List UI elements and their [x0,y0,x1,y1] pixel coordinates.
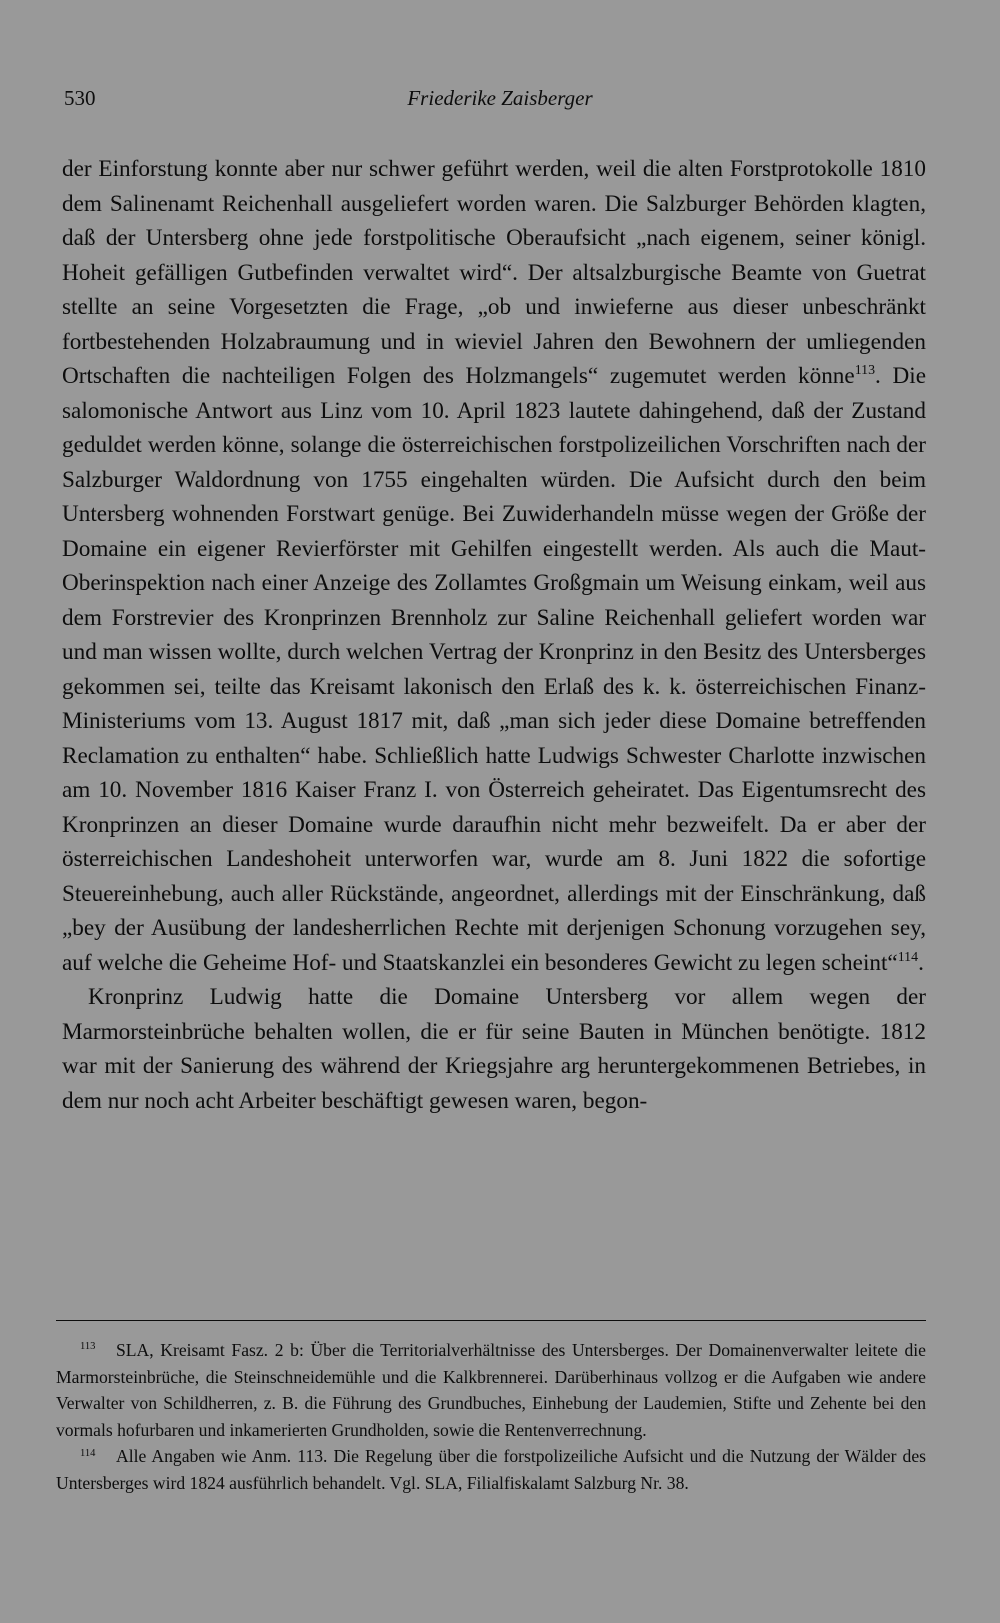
footnote-text: Alle Angaben wie Anm. 113. Die Regelung über die forstpolizeiliche Aufsicht und die Nutzung der Wälder des Untersberges wird 1824 ausführlich behandelt. Vgl. SLA, Filialfiskalamt Salzburg Nr. 38. [56,1446,926,1493]
page-number: 530 [64,86,96,110]
footnote-divider [56,1320,926,1321]
running-head [64,86,936,116]
paragraph-text: der Einforstung konnte aber nur schwer geführt werden, weil die alten Forstprotokolle 1810 dem Salinenamt Reichenhall ausgeliefert worden waren. Die Salzburger Behörden klagten, daß der Untersberg ohne jede forstpolitische Oberaufsicht „nach eigenem, seiner königl. Hoheit gefälligen Gutbefinden verwaltet wird“. Der altsalzburgische Beamte von Guetrat stellte an seine Vorgesetzten die Frage, „ob und inwieferne aus dieser unbeschränkt fortbestehenden Holzabraumung und in wieviel Jahren den Bewohnern der umliegenden Ortschaften die nachteiligen Folgen des Holzmangels“ zugemutet werden könne [62,156,926,389]
footnote-reference: 113 [854,362,876,378]
footnotes [56,1337,926,1497]
footnote-text: SLA, Kreisamt Fasz. 2 b: Über die Territorialverhältnisse des Untersberges. Der Domainenverwalter leitete die Marmorsteinbrüche, die Steinschneidemühle und die Kalkbrennerei. Darüberhinaus vollzog er die Aufgaben wie andere Verwalter von Schildherren, z. B. die Führung des Grundbuches, Einhebung der Laudemien, Stifte und Zehente bei den vormals hofurbaren und inkamerierten Grundholden, sowie die Rentenverrechnung. [56,1340,926,1440]
body-text [62,152,926,1118]
paragraph [62,152,926,980]
paragraph-text: . Die salomonische Antwort aus Linz vom 10. April 1823 lautete dahingehend, daß der Zustand geduldet werden könne, solange die österreichischen forstpolizeilichen Vorschriften nach der Salzburger Waldordnung von 1755 eingehalten würden. Die Aufsicht durch den beim Untersberg wohnenden Forstwart genüge. Bei Zuwiderhandeln müsse wegen der Größe der Domaine ein eigener Revierförster mit Gehilfen eingestellt werden. Als auch die Maut-Oberinspektion nach einer Anzeige des Zollamtes Großgmain um Weisung einkam, weil aus dem Forstrevier des Kronprinzen Brennholz zur Saline Reichenhall geliefert worden war und man wissen wollte, durch welchen Vertrag der Kronprinz in den Besitz des Untersberges gekommen sei, teilte das Kreisamt lakonisch den Erlaß des k. k. österreichischen Finanz-Ministeriums vom 13. August 1817 mit, daß „man sich jeder diese Domaine betreffenden Reclamation zu enthalten“ habe. Schließlich hatte Ludwigs Schwester Charlotte inzwischen am 10. November 1816 Kaiser Franz I. von Österreich geheiratet. Das Eigentumsrecht des Kronprinzen an dieser Domaine wurde daraufhin nicht mehr bezweifelt. Da er aber der österreichischen Landeshoheit unterworfen war, wurde am 8. Juni 1822 die sofortige Steuereinhebung, auch aller Rückstände, angeordnet, allerdings mit der Einschränkung, daß „bey der Ausübung der landesherrlichen Rechte mit derjenigen Schonung vorzugehen sey, auf welche die Geheime Hof- und Staatskanzlei ein besonderes Gewicht zu legen scheint“ [62,363,926,976]
paragraph-text: Kronprinz Ludwig hatte die Domaine Untersberg vor allem wegen der Marmorsteinbrüche behalten wollen, die er für seine Bauten in München benötigte. 1812 war mit der Sanierung des während der Kriegsjahre arg heruntergekommenen Betriebes, in dem nur noch acht Arbeiter beschäftigt gewesen waren, begon- [62,984,926,1114]
paragraph [62,980,926,1118]
paragraph-text: . [918,949,924,976]
running-title-author: Friederike Zaisberger [407,86,593,110]
footnote-114: $^{114}$ Alle Angaben wie Anm. 113. Die Regelung über die forstpolizeiliche Aufsicht und die Nutzung der Wälder des Untersberges wird 1824 ausführlich behandelt. Vgl. SLA, Filialfiskalamt Salzburg Nr. 38. [56,1446,926,1493]
footnote-113: $^{113}$ SLA, Kreisamt Fasz. 2 b: Über die Territorialverhältnisse des Untersberges. Der Domainenverwalter leitete die Marmorsteinbrüche, die Steinschneidemühle und die Kalkbrennerei. Darüberhinaus vollzog er die Aufgaben wie andere Verwalter von Schildherren, z. B. die Führung des Grundbuches, Einhebung der Laudemien, Stifte und Zehente bei den vormals hofurbaren und inkamerierten Grundholden, sowie die Rentenverrechnung. [56,1340,926,1440]
footnote-reference: 114 [897,949,919,965]
